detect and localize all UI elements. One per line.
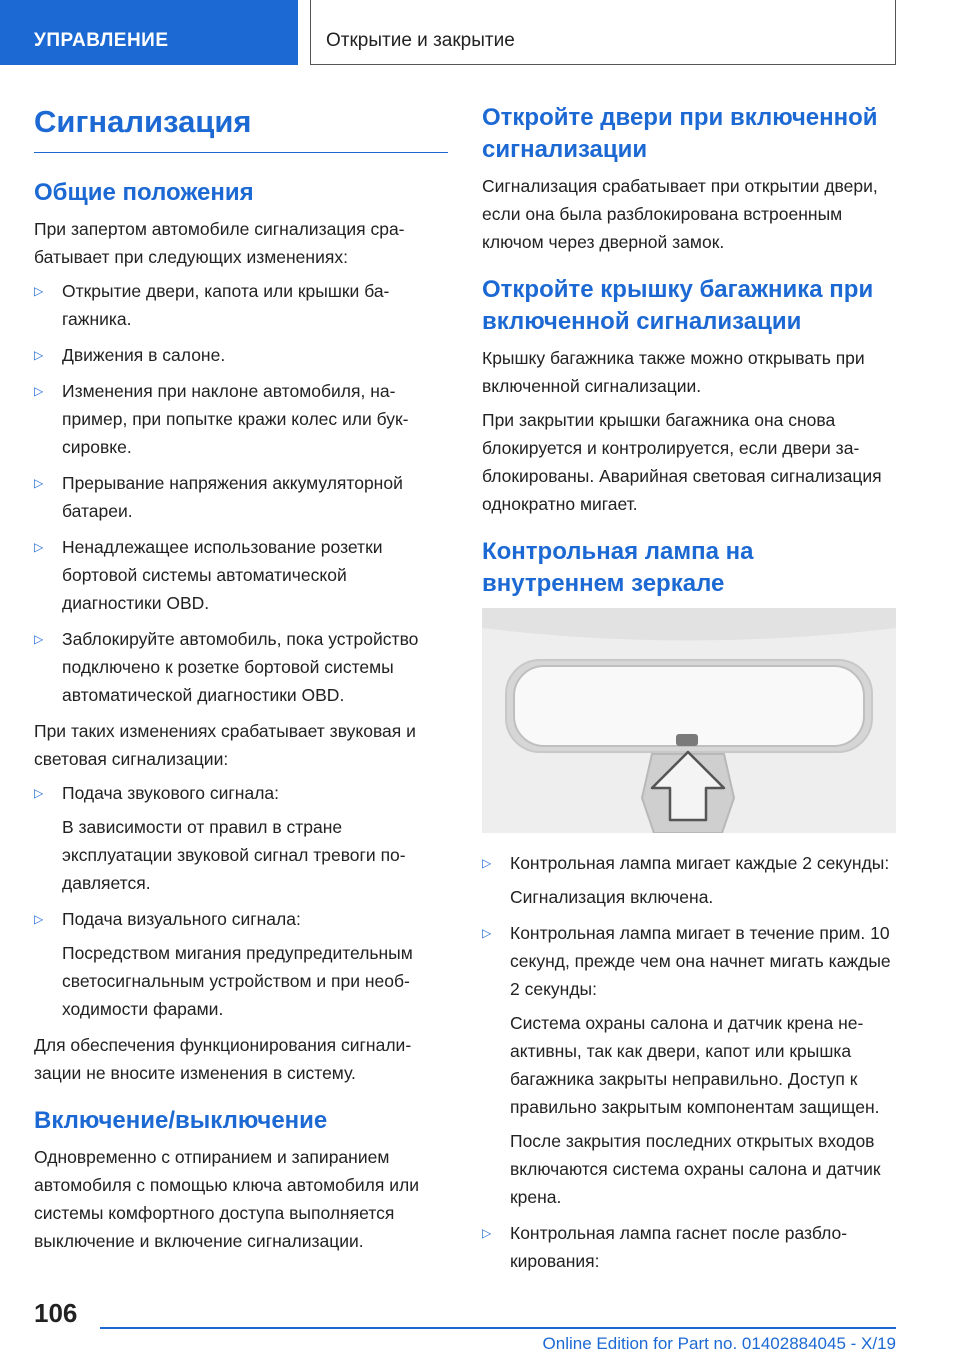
reaction-intro: При таких изменениях срабатывает звуковая и световая сигнализации: (34, 721, 416, 769)
general-intro: При запертом автомобиле сигнализация срабатывает при следующих изменениях: (34, 219, 405, 267)
list-item: ▷ Заблокируйте автомобиль, пока устройство подключено к розетке бортовой системы автоматической диагностики OBD. (34, 625, 448, 709)
general-heading: Общие положения (34, 179, 254, 206)
lamp-list (482, 849, 896, 1275)
list-item-detail: Система охраны салона и датчик крена неактивны, так как двери, капот или крышка багажника закрыты неправильно. Доступ к правильно закрытым компонентам защищен. (510, 1013, 880, 1117)
list-item-detail: Сигнализация включена. (510, 887, 714, 907)
bullet-triangle-icon: ▷ (34, 540, 44, 554)
page-title: Сигнализация (34, 92, 448, 153)
list-item-detail: После закрытия последних открытых входов включаются система охраны салона и датчик крена. (510, 1131, 881, 1207)
bullet-triangle-icon: ▷ (34, 632, 44, 646)
list-item: ▷ Открытие двери, капота или крышки багажника. (34, 277, 448, 333)
list-item: ▷ Изменения при наклоне автомобиля, например, при попытке кражи колес или буксировке. (34, 377, 448, 461)
lamp-heading: Контрольная лампа на внутреннем зеркале (482, 538, 754, 597)
list-item-detail: В зависимости от правил в стране эксплуатации звуковой сигнал тревоги подавляется. (62, 817, 406, 893)
list-item-detail: Посредством мигания предупредительным светосигнальным устройством и при необходимости фарами. (62, 943, 413, 1019)
list-item: ▷ Контрольная лампа гаснет после разблокирования: (482, 1219, 896, 1275)
list-item: ▷ Движения в салоне. (34, 341, 448, 369)
list-item: ▷ Ненадлежащее использование розетки бортовой системы автоматической диагностики OBD. (34, 533, 448, 617)
onoff-text: Одновременно с отпиранием и запиранием автомобиля с помощью ключа автомобиля или системы комфортного доступа выполняется выключение и включение сигнализации. (34, 1147, 419, 1251)
page-number: 106 (34, 1298, 78, 1328)
bullet-triangle-icon: ▷ (34, 786, 44, 800)
bullet-triangle-icon: ▷ (34, 912, 44, 926)
footer-divider (100, 1327, 896, 1329)
list-item: ▷ Контрольная лампа мигает каждые 2 секунды: Сигнализация включена. (482, 849, 896, 911)
rearview-mirror-illustration (482, 608, 896, 833)
list-item: ▷ Подача звукового сигнала: В зависимости от правил в стране эксплуатации звуковой сигнал тревоги подавляется. (34, 779, 448, 897)
list-item: ▷ Подача визуального сигнала: Посредством мигания предупредительным светосигнальным устройством и при необходимости фарами. (34, 905, 448, 1023)
trigger-list (34, 277, 448, 709)
bullet-triangle-icon: ▷ (34, 348, 44, 362)
trunk-heading: Откройте крышку багажника при включенной сигнализации (482, 276, 874, 335)
doors-text: Сигнализация срабатывает при открытии двери, если она была разблокирована встроенным ключом через дверной замок. (482, 176, 878, 252)
bullet-triangle-icon: ▷ (34, 384, 44, 398)
bullet-triangle-icon: ▷ (482, 1226, 492, 1240)
rearview-mirror-image (482, 608, 896, 833)
doors-heading: Откройте двери при включенной сигнализации (482, 104, 878, 163)
onoff-heading: Включение/выключение (34, 1107, 328, 1134)
header-section-label: УПРАВЛЕНИЕ (0, 0, 298, 65)
bullet-triangle-icon: ▷ (34, 284, 44, 298)
left-column (34, 92, 448, 1261)
footer-edition: Online Edition for Part no. 01402884045 - X/19 (542, 1334, 896, 1353)
trunk-text-1: Крышку багажника также можно открывать при включенной сигнализации. (482, 348, 865, 396)
general-note: Для обеспечения функционирования сигнализации не вносите изменения в систему. (34, 1035, 412, 1083)
reaction-list (34, 779, 448, 1023)
bullet-triangle-icon: ▷ (34, 476, 44, 490)
bullet-triangle-icon: ▷ (482, 856, 492, 870)
trunk-text-2: При закрытии крышки багажника она снова блокируется и контролируется, если двери заблокированы. Аварийная световая сигнализация однократно мигает. (482, 410, 882, 514)
list-item: ▷ Контрольная лампа мигает в течение прим. 10 секунд, прежде чем она начнет мигать каждые 2 секунды: Система охраны салона и датчик крена неактивны, так как двери, капот или крышка багажника закрыты неправильно. Доступ к правильно закрытым компонентам защищен. После закрытия последних открытых входов включаются система охраны салона и датчик крена. (482, 919, 896, 1211)
list-item: ▷ Прерывание напряжения аккумуляторной батареи. (34, 469, 448, 525)
header-chapter-title: Открытие и закрытие (326, 30, 515, 51)
bullet-triangle-icon: ▷ (482, 926, 492, 940)
right-column (482, 92, 896, 1283)
